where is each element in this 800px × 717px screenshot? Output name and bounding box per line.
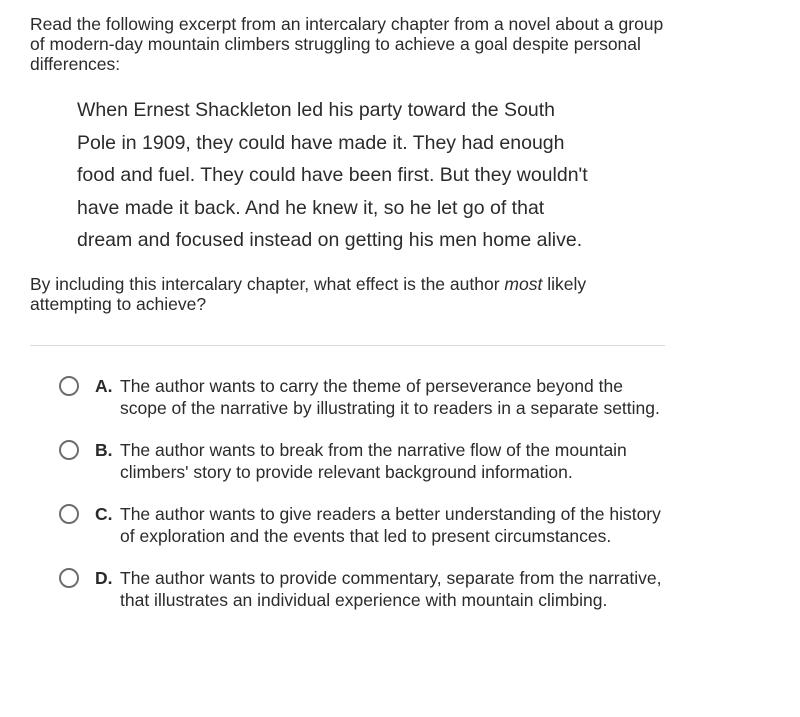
choice-b[interactable]: [30, 439, 670, 484]
excerpt-block: [77, 94, 637, 257]
choice-c[interactable]: [30, 503, 670, 548]
choice-a[interactable]: [30, 375, 670, 420]
radio-button-b[interactable]: [59, 440, 79, 460]
question-text-before: By including this intercalary chapter, what effect is the author: [30, 273, 505, 294]
choice-text: The author wants to give readers a better understanding of the history of exploration and the events that led to present circumstances.: [120, 503, 661, 546]
radio-button-d[interactable]: [59, 568, 79, 588]
question-panel: [30, 14, 670, 612]
question-emphasis: most: [504, 273, 543, 294]
choice-text: The author wants to provide commentary, separate from the narrative, that illustrates an individual experience with mountain climbing.: [120, 567, 662, 610]
choice-letter: D.: [95, 567, 113, 588]
radio-button-c[interactable]: [59, 504, 79, 524]
excerpt-line: food and fuel. They could have been first. But they wouldn't: [77, 164, 588, 186]
excerpt-line: When Ernest Shackleton led his party toward the South: [77, 99, 556, 121]
radio-button-a[interactable]: [59, 376, 79, 396]
divider: [30, 345, 665, 346]
choice-letter: B.: [95, 439, 113, 460]
question-text: [30, 274, 670, 314]
choice-d[interactable]: [30, 567, 670, 612]
excerpt-line: Pole in 1909, they could have made it. They had enough: [77, 131, 565, 154]
excerpt-line: have made it back. And he knew it, so he let go of that: [77, 196, 545, 219]
question-text-after: likely attempting to achieve?: [30, 273, 587, 314]
choice-text: The author wants to carry the theme of perseverance beyond the scope of the narrative by illustrating it to readers in a separate setting.: [120, 375, 660, 418]
choice-letter: A.: [95, 375, 113, 396]
choice-text: The author wants to break from the narrative flow of the mountain climbers' story to provide relevant background information.: [120, 439, 627, 482]
excerpt-line: dream and focused instead on getting his men home alive.: [77, 229, 583, 251]
prompt-intro: Read the following excerpt from an intercalary chapter from a novel about a group of modern-day mountain climbers struggling to achieve a goal despite personal differences:: [30, 14, 664, 74]
choice-letter: C.: [95, 503, 113, 524]
answer-choices: [30, 375, 670, 612]
